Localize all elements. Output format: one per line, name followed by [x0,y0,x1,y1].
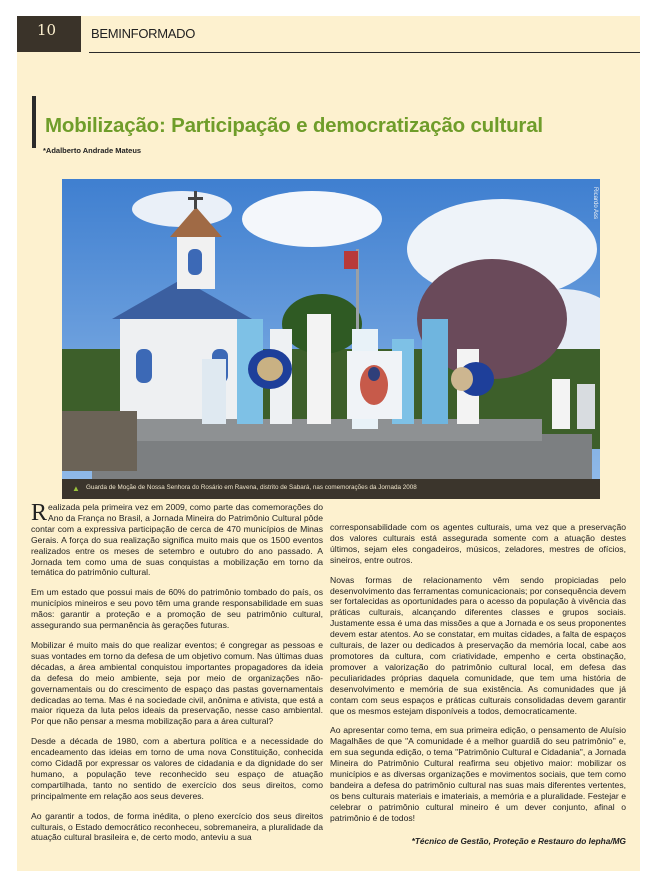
article-photo [62,179,600,499]
paragraph: Em um estado que possui mais de 60% do patrimônio tombado do país, os municípios mineiros e seu povo têm uma grande responsabilidade em suas mãos: garantir a proteção e a promoção de seu patrimônio cultural, assegurando sua permanência às gerações futuras. [31,587,323,631]
paragraph: Novas formas de relacionamento vêm sendo propiciadas pelo desenvolvimento das ferramentas comunicacionais; por consequência devem ser fortalecidas as oportunidades para o acesso da população à vivência das práticas culturais, alcançando diferentes classes e grupos sociais. Justamente essa é uma das missões a que a Jornada e os seus proponentes devem estar atentos. Ao se constatar, em muitas cidades, a falta de espaços culturais, de lazer ou dedicados à preservação da memória local, cabe aos promotores da cultura, com criatividade, empenho e certa obstinação, promover a valorização do patrimônio cultural local, em defesa das peculiaridades próprias daquela comunidade, que tem uma história de desenvolvimento e memória de sua existência. As comunidades que já contam com seus espaços e práticas culturais consolidadas devem garantir que os mesmos estejam disponíveis a todos, democraticamente. [330,574,626,716]
article-title: Mobilização: Participação e democratização cultural [45,114,543,137]
magazine-page [17,16,640,871]
paragraph: Desde a década de 1980, com a abertura política e a necessidade do encadeamento das ideias em torno de uma nova Constituição, conhecida como Cidadã por expressar os valores de cidadania e da dignidade do ser humano, a população teve reconhecido seu espaço de atuação compartilhada, tanto no sentido de exercício dos seus direitos, como principalmente em relação aos seus deveres. [31,736,323,801]
photo-illustration [62,179,600,499]
paragraph: Ao garantir a todos, de forma inédita, o pleno exercício dos seus direitos culturais, o Estado democrático reconheceu, sobremaneira, a pluralidade da atuação cultural brasileira e, de certo modo, anteviu a sua [31,810,323,843]
paragraph [31,502,323,578]
caption-arrow-icon: ▲ [72,484,80,493]
page-number-box [17,16,81,52]
paragraph: Ao apresentar como tema, em sua primeira edição, o pensamento de Aluísio Magalhães de que "A comunidade é a melhor guardiã do seu patrimônio" e, em sua segunda edição, o tema "Patrimônio Cultural e Cidadania", a Jornada Mineira do Patrimônio Cultural reafirma seu objetivo maior: mobilizar os municípios e as diversas organizações e movimentos sociais, que tem como bandeira a defesa do patrimônio cultural nas suas mais diferentes vertentes, os bens culturais materiais e imateriais, a memória e a pluralidade. Festejar e celebrar o patrimônio cultural mineiro é um dever conjunto, afinal o patrimônio é de todos! [330,725,626,823]
article-author: *Adalberto Andrade Mateus [43,146,142,155]
article-column-right [330,522,626,833]
photo-credit: Ricardo Ass [592,187,598,220]
magazine-name [91,26,195,41]
paragraph-text: ealizada pela primeira vez em 2009, como parte das comemorações do Ano da França no Brasil, a Jornada Mineira do Patrimônio Cultural pôde contar com a expressiva participação de cerca de 470 municípios de Minas Gerais. A força do sua realização significa muito mais que os 1500 eventos realizados entre os meses de setembro e outubro do ano passado. A Jornada tem como uma de suas conquistas a mobilização em torno da temática do patrimônio cultural. [31,502,323,578]
article-column-left [31,502,323,852]
title-accent-bar [32,96,36,148]
paragraph: Mobilizar é muito mais do que realizar eventos; é congregar as pessoas e suas vontades em torno da defesa de um objetivo comum. Nas últimas duas décadas, a área ambiental conquistou importantes propagadores da ideia da defesa do meio ambiente, seja por meio de organizações não-governamentais ou do crescimento de espaço das pastas governamentais dedicadas ao tema. Mas é na sociedade civil, anônima e ativista, que está a maior riqueza da luta pelos ideais da preservação, nesse caso ambiental. Por que não pensar a mesma mobilização para a área cultural? [31,639,323,727]
paragraph: corresponsabilidade com os agentes culturais, uma vez que a preservação dos valores culturais está assegurada somente com a atuação destes últimos, sejam eles congadeiros, músicos, zeladores, mestres de ofícios, sineiros, entre outros. [330,522,626,565]
drop-cap: R [31,500,48,526]
photo-caption-bar [62,479,600,499]
header-rule [89,52,640,53]
page-number: 10 [37,21,57,39]
magazine-name-part1: BEM [91,26,119,41]
author-signature: *Técnico de Gestão, Proteção e Restauro do Iepha/MG [411,836,626,846]
photo-caption: Guarda de Moçãe de Nossa Senhora do Rosário em Ravena, distrito de Sabará, nas comemorações da Jornada 2008 [86,484,417,491]
magazine-name-part2: INFORMADO [118,26,196,41]
